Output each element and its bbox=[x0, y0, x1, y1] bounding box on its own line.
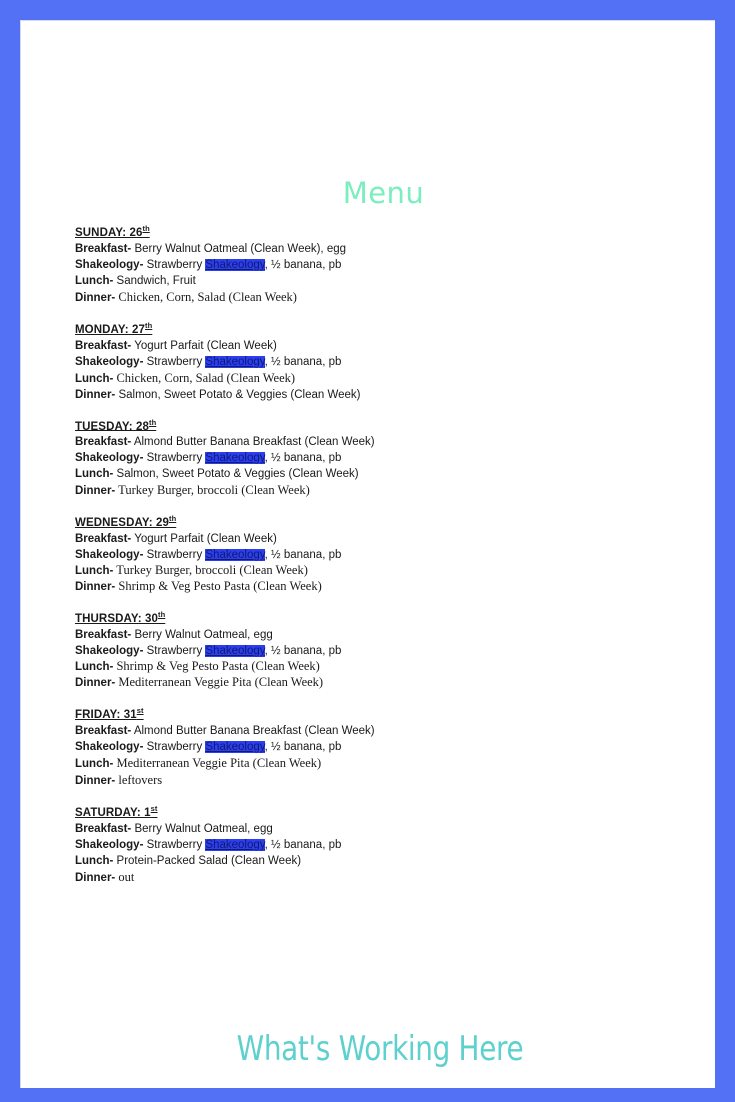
meal-text-dinner: Chicken, Corn, Salad (Clean Week) bbox=[115, 289, 297, 304]
day-heading-text: SUNDAY: 26 bbox=[75, 226, 143, 239]
meal-line-lunch bbox=[75, 659, 545, 674]
meal-line-shakeology bbox=[75, 547, 545, 563]
meal-label-shakeology: Shakeology bbox=[75, 355, 140, 368]
day-block bbox=[75, 607, 545, 691]
meal-label-shakeology: Shakeology bbox=[75, 452, 140, 465]
meal-line-breakfast bbox=[75, 531, 545, 547]
meal-label-dinner: Dinner bbox=[75, 291, 112, 304]
day-heading bbox=[75, 318, 545, 338]
meal-label-lunch: Lunch bbox=[75, 661, 110, 674]
meal-line-breakfast bbox=[75, 821, 545, 837]
day-block bbox=[75, 221, 545, 306]
shakeology-flavor-text: Strawberry bbox=[143, 452, 206, 465]
meal-label-lunch: Lunch bbox=[75, 274, 110, 287]
meal-separator: - bbox=[139, 838, 144, 851]
meal-line-breakfast bbox=[75, 627, 545, 643]
meal-label-shakeology: Shakeology bbox=[75, 740, 140, 753]
shakeology-extras-text: , ½ banana, pb bbox=[264, 355, 342, 368]
meal-line-shakeology bbox=[75, 643, 545, 659]
shakeology-extras-text: , ½ banana, pb bbox=[264, 838, 342, 851]
shakeology-flavor-text: Strawberry bbox=[143, 549, 206, 562]
shakeology-extras-text: , ½ banana, pb bbox=[264, 452, 342, 465]
day-heading-text: SATURDAY: 1 bbox=[75, 806, 151, 819]
meal-separator: - bbox=[109, 854, 114, 867]
meal-label-breakfast: Breakfast bbox=[75, 533, 128, 546]
shakeology-flavor-text: Strawberry bbox=[143, 838, 206, 851]
meal-label-breakfast: Breakfast bbox=[75, 822, 128, 835]
day-heading-text: MONDAY: 27 bbox=[75, 323, 146, 336]
meal-line-dinner bbox=[75, 289, 545, 306]
meal-label-breakfast: Breakfast bbox=[75, 629, 128, 642]
day-block bbox=[75, 415, 545, 500]
meal-text-lunch: Chicken, Corn, Salad (Clean Week) bbox=[113, 370, 296, 385]
meal-label-lunch: Lunch bbox=[75, 565, 110, 578]
meal-label-dinner: Dinner bbox=[75, 485, 112, 498]
shakeology-link[interactable]: Shakeology bbox=[205, 452, 265, 465]
meal-text-dinner: Shrimp & Veg Pesto Pasta (Clean Week) bbox=[115, 579, 322, 594]
meal-label-dinner: Dinner bbox=[75, 581, 112, 594]
day-date-ordinal-suffix: th bbox=[148, 417, 157, 427]
shakeology-link[interactable]: Shakeology bbox=[205, 355, 265, 368]
meal-line-dinner bbox=[75, 578, 545, 595]
meal-line-breakfast bbox=[75, 241, 545, 257]
meal-line-lunch bbox=[75, 853, 545, 869]
day-heading-text: FRIDAY: 31 bbox=[75, 708, 137, 721]
meal-separator: - bbox=[109, 565, 114, 578]
meal-text-dinner: Turkey Burger, broccoli (Clean Week) bbox=[115, 483, 310, 498]
meal-separator: - bbox=[109, 274, 114, 287]
meal-line-dinner bbox=[75, 869, 545, 886]
meal-separator: - bbox=[109, 372, 114, 385]
meal-text-lunch: Turkey Burger, broccoli (Clean Week) bbox=[113, 563, 308, 578]
day-block bbox=[75, 703, 545, 789]
meal-separator: - bbox=[111, 388, 116, 401]
meal-line-lunch bbox=[75, 370, 545, 387]
meal-label-lunch: Lunch bbox=[75, 372, 110, 385]
meal-separator: - bbox=[127, 436, 132, 449]
meal-label-lunch: Lunch bbox=[75, 468, 110, 481]
meal-text-breakfast: Almond Butter Banana Breakfast (Clean Week) bbox=[131, 436, 375, 449]
meal-label-lunch: Lunch bbox=[75, 854, 110, 867]
day-heading bbox=[75, 415, 545, 435]
page-title: Menu bbox=[342, 176, 425, 210]
meal-separator: - bbox=[139, 549, 144, 562]
day-heading bbox=[75, 221, 545, 241]
day-date-ordinal-suffix: th bbox=[142, 224, 150, 233]
meal-line-lunch bbox=[75, 466, 545, 482]
shakeology-link[interactable]: Shakeology bbox=[205, 645, 265, 658]
brand-footer: What's Working Here bbox=[236, 1029, 524, 1069]
day-block bbox=[75, 511, 545, 595]
day-heading-text: WEDNESDAY: 29 bbox=[75, 517, 169, 530]
day-date-ordinal-suffix: st bbox=[150, 803, 158, 813]
meal-separator: - bbox=[127, 242, 132, 255]
meal-separator: - bbox=[127, 339, 132, 352]
meal-line-shakeology bbox=[75, 837, 545, 853]
meal-label-shakeology: Shakeology bbox=[75, 549, 140, 562]
shakeology-extras-text: , ½ banana, pb bbox=[264, 549, 342, 562]
shakeology-extras-text: , ½ banana, pb bbox=[264, 645, 342, 658]
weekly-menu-list bbox=[75, 221, 545, 898]
meal-label-breakfast: Breakfast bbox=[75, 339, 128, 352]
meal-line-breakfast bbox=[75, 338, 545, 354]
meal-line-shakeology bbox=[75, 354, 545, 370]
meal-separator: - bbox=[111, 485, 116, 498]
day-date-ordinal-suffix: st bbox=[136, 706, 144, 716]
meal-separator: - bbox=[127, 724, 132, 737]
meal-label-shakeology: Shakeology bbox=[75, 645, 140, 658]
shakeology-extras-text: , ½ banana, pb bbox=[264, 740, 342, 753]
meal-label-shakeology: Shakeology bbox=[75, 838, 140, 851]
meal-line-breakfast bbox=[75, 723, 545, 739]
meal-separator: - bbox=[127, 533, 132, 546]
meal-line-lunch bbox=[75, 755, 545, 772]
day-heading bbox=[75, 607, 545, 627]
meal-separator: - bbox=[111, 774, 116, 787]
meal-label-breakfast: Breakfast bbox=[75, 436, 128, 449]
meal-line-shakeology bbox=[75, 257, 545, 273]
meal-label-dinner: Dinner bbox=[75, 677, 112, 690]
meal-separator: - bbox=[109, 757, 114, 770]
shakeology-link[interactable]: Shakeology bbox=[205, 258, 265, 271]
meal-text-dinner: Salmon, Sweet Potato & Veggies (Clean Week) bbox=[115, 388, 361, 401]
day-heading-text: THURSDAY: 30 bbox=[75, 613, 158, 626]
meal-separator: - bbox=[111, 581, 116, 594]
meal-text-breakfast: Almond Butter Banana Breakfast (Clean Week) bbox=[131, 724, 375, 737]
day-heading bbox=[75, 801, 545, 821]
meal-line-dinner bbox=[75, 482, 545, 499]
meal-label-dinner: Dinner bbox=[75, 774, 112, 787]
meal-label-breakfast: Breakfast bbox=[75, 724, 128, 737]
day-date-ordinal-suffix: th bbox=[145, 320, 153, 330]
meal-separator: - bbox=[111, 871, 116, 884]
meal-line-breakfast bbox=[75, 434, 545, 450]
meal-separator: - bbox=[127, 629, 132, 642]
meal-line-lunch bbox=[75, 563, 545, 578]
meal-label-shakeology: Shakeology bbox=[75, 258, 140, 271]
shakeology-link[interactable]: Shakeology bbox=[205, 740, 265, 753]
meal-separator: - bbox=[139, 355, 144, 368]
meal-separator: - bbox=[109, 661, 114, 674]
shakeology-link[interactable]: Shakeology bbox=[205, 549, 265, 562]
day-date-ordinal-suffix: th bbox=[158, 610, 166, 620]
meal-line-lunch bbox=[75, 273, 545, 289]
meal-separator: - bbox=[139, 452, 144, 465]
meal-text-lunch: Salmon, Sweet Potato & Veggies (Clean Week) bbox=[113, 468, 359, 481]
meal-separator: - bbox=[111, 291, 116, 304]
meal-text-lunch: Shrimp & Veg Pesto Pasta (Clean Week) bbox=[113, 659, 320, 674]
meal-text-breakfast: Yogurt Parfait (Clean Week) bbox=[131, 533, 277, 546]
meal-line-shakeology bbox=[75, 450, 545, 466]
shakeology-flavor-text: Strawberry bbox=[143, 645, 206, 658]
shakeology-flavor-text: Strawberry bbox=[143, 258, 206, 271]
day-block bbox=[75, 318, 545, 403]
meal-text-dinner: out bbox=[115, 869, 135, 884]
meal-text-breakfast: Berry Walnut Oatmeal, egg bbox=[131, 629, 273, 642]
meal-text-lunch: Mediterranean Veggie Pita (Clean Week) bbox=[113, 755, 322, 770]
day-heading bbox=[75, 511, 545, 531]
meal-line-dinner bbox=[75, 674, 545, 691]
day-block bbox=[75, 801, 545, 886]
meal-label-dinner: Dinner bbox=[75, 388, 112, 401]
meal-text-lunch: Sandwich, Fruit bbox=[113, 274, 196, 287]
meal-line-dinner bbox=[75, 772, 545, 789]
meal-separator: - bbox=[139, 740, 144, 753]
day-heading-text: TUESDAY: 28 bbox=[75, 420, 149, 433]
shakeology-extras-text: , ½ banana, pb bbox=[264, 258, 342, 271]
menu-card bbox=[20, 20, 715, 1088]
meal-separator: - bbox=[139, 258, 144, 271]
meal-text-breakfast: Yogurt Parfait (Clean Week) bbox=[131, 339, 277, 352]
meal-separator: - bbox=[111, 677, 116, 690]
meal-separator: - bbox=[127, 822, 132, 835]
shakeology-link[interactable]: Shakeology bbox=[205, 838, 265, 851]
meal-text-breakfast: Berry Walnut Oatmeal, egg bbox=[131, 822, 273, 835]
shakeology-flavor-text: Strawberry bbox=[143, 355, 206, 368]
meal-line-dinner bbox=[75, 387, 545, 403]
day-date-ordinal-suffix: th bbox=[168, 514, 177, 524]
meal-label-lunch: Lunch bbox=[75, 757, 110, 770]
meal-text-dinner: Mediterranean Veggie Pita (Clean Week) bbox=[115, 675, 324, 690]
meal-text-lunch: Protein-Packed Salad (Clean Week) bbox=[113, 854, 302, 867]
meal-separator: - bbox=[109, 468, 114, 481]
day-heading bbox=[75, 703, 545, 723]
meal-label-dinner: Dinner bbox=[75, 871, 112, 884]
meal-text-dinner: leftovers bbox=[115, 772, 163, 787]
meal-line-shakeology bbox=[75, 739, 545, 755]
shakeology-flavor-text: Strawberry bbox=[143, 740, 206, 753]
meal-separator: - bbox=[139, 645, 144, 658]
meal-text-breakfast: Berry Walnut Oatmeal (Clean Week), egg bbox=[131, 242, 347, 255]
meal-label-breakfast: Breakfast bbox=[75, 242, 128, 255]
